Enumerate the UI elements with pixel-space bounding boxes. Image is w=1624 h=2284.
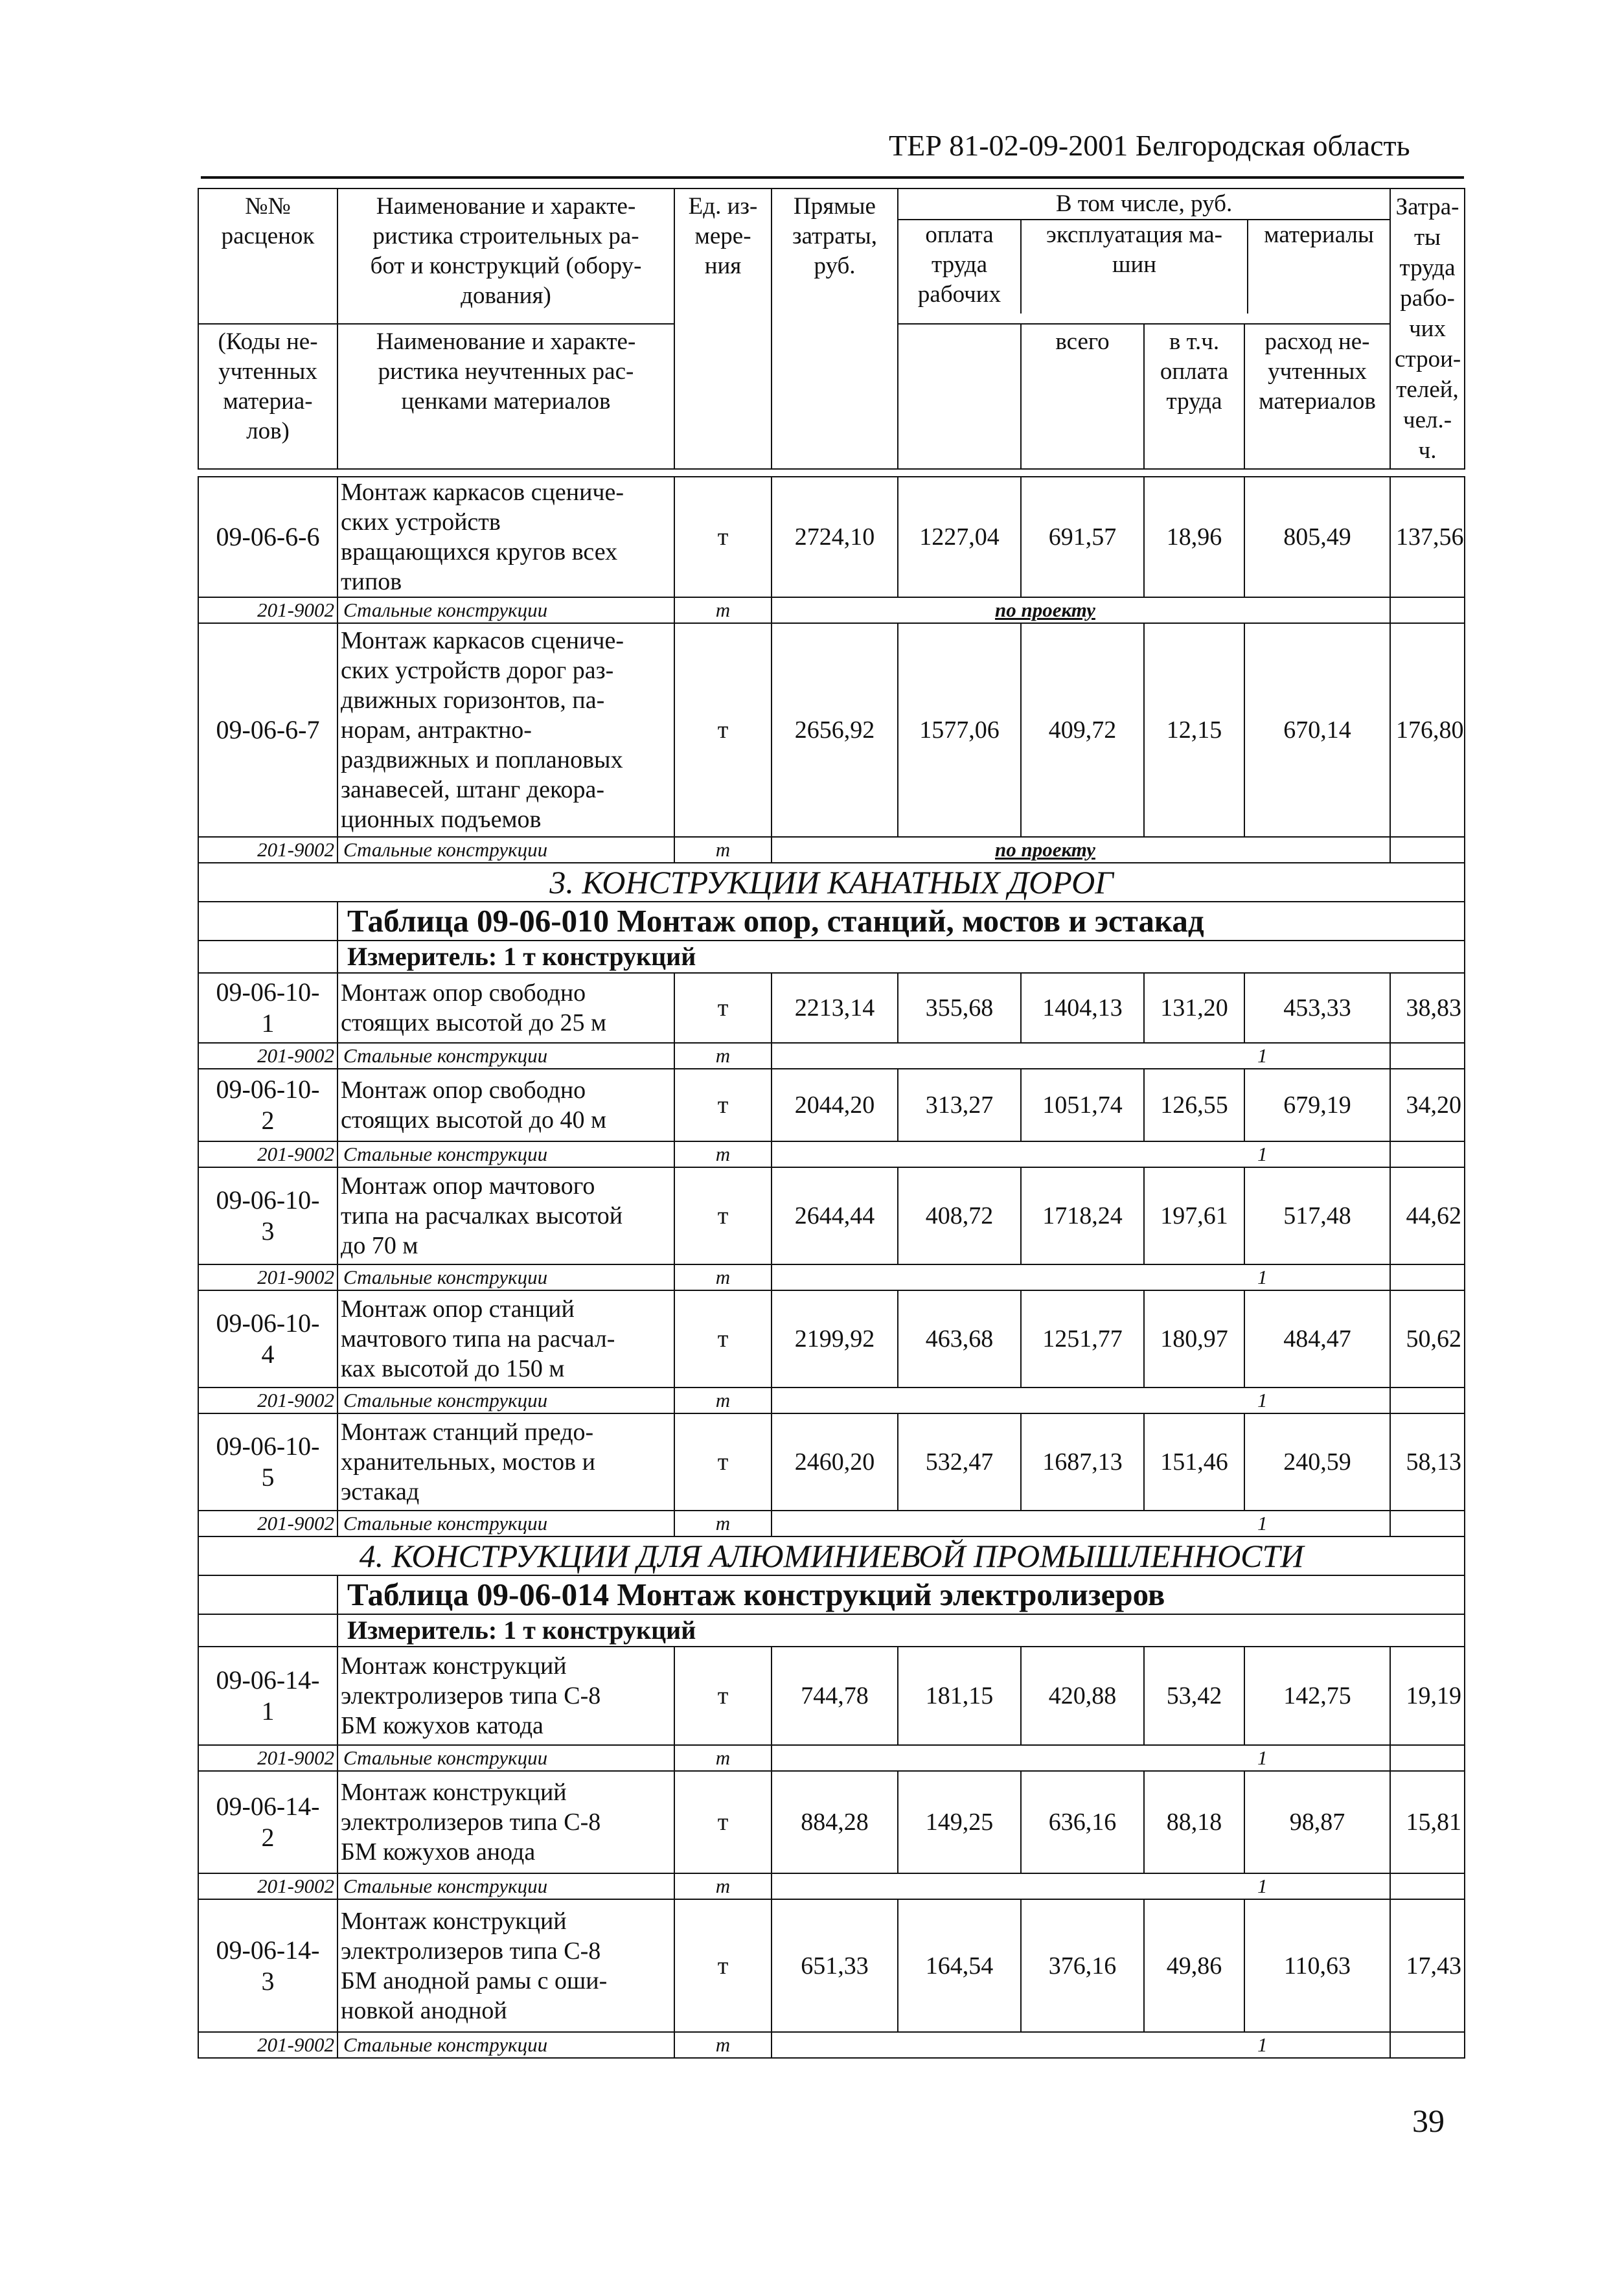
- rate-mach-labor: 151,46: [1144, 1413, 1244, 1511]
- hdr-code-bottom: (Коды не- учтенных материа- лов): [198, 324, 337, 469]
- material-unit: т: [674, 1745, 772, 1771]
- rate-name: Монтаж конструкций электролизеров типа С-8 БМ анодной рамы с оши- новкой анодной: [337, 1899, 674, 2032]
- measure-row: [198, 1614, 1465, 1647]
- material-hours-empty: [1390, 2032, 1465, 2058]
- page-header: ТЕР 81-02-09-2001 Белгородская область: [889, 129, 1410, 162]
- rate-row: [198, 477, 1465, 597]
- rate-mach: 409,72: [1021, 623, 1144, 837]
- material-qty-value: по проекту: [995, 599, 1095, 621]
- rate-hours: 50,62: [1390, 1290, 1465, 1388]
- material-name: Стальные конструкции: [337, 1511, 674, 1536]
- rate-code: 09-06-10- 2: [198, 1069, 337, 1141]
- material-code: 201-9002: [198, 1043, 337, 1069]
- hdr-labor-hours: Затра- ты труда рабо- чих строи- телей, чел.-ч.: [1390, 188, 1465, 469]
- hdr-mach-labor: в т.ч. оплата труда: [1144, 324, 1244, 469]
- rate-mach-labor: 88,18: [1144, 1771, 1244, 1873]
- material-gap: [772, 1264, 898, 1290]
- rate-materials: 679,19: [1244, 1069, 1390, 1141]
- material-hours-empty: [1390, 1264, 1465, 1290]
- rate-row: [198, 623, 1465, 837]
- material-name: Стальные конструкции: [337, 1388, 674, 1413]
- material-qty: [898, 597, 1390, 623]
- hdr-labor: оплата труда рабочих: [898, 220, 1022, 314]
- rate-materials: 670,14: [1244, 623, 1390, 837]
- table-title: Таблица 09-06-014 Монтаж конструкций электролизеров: [337, 1575, 1465, 1614]
- table-title-blank: [198, 1575, 337, 1614]
- material-row: [198, 1873, 1465, 1899]
- rate-unit: т: [674, 1899, 772, 2032]
- header-rule: [201, 176, 1464, 179]
- rate-mach: 1051,74: [1021, 1069, 1144, 1141]
- rate-hours: 137,56: [1390, 477, 1465, 597]
- rate-direct: 2044,20: [772, 1069, 898, 1141]
- rate-name: Монтаж станций предо- хранительных, мостов и эстакад: [337, 1413, 674, 1511]
- material-qty: [898, 1043, 1390, 1069]
- material-row: [198, 1745, 1465, 1771]
- rate-name: Монтаж опор мачтового типа на расчалках высотой до 70 м: [337, 1167, 674, 1264]
- material-code: 201-9002: [198, 1745, 337, 1771]
- material-code: 201-9002: [198, 837, 337, 863]
- section-title: 3. КОНСТРУКЦИИ КАНАТНЫХ ДОРОГ: [198, 863, 1465, 902]
- rate-code: 09-06-10- 1: [198, 973, 337, 1043]
- material-code: 201-9002: [198, 597, 337, 623]
- material-code: 201-9002: [198, 2032, 337, 2058]
- measure-label: Измеритель: 1 т конструкций: [337, 941, 1465, 973]
- material-gap: [772, 597, 898, 623]
- material-qty-value: 1: [1257, 1389, 1268, 1411]
- rate-mach-labor: 126,55: [1144, 1069, 1244, 1141]
- material-name: Стальные конструкции: [337, 837, 674, 863]
- hdr-materials: материалы: [1264, 222, 1374, 248]
- material-qty: [898, 1141, 1390, 1167]
- rate-row: [198, 1899, 1465, 2032]
- material-qty: [898, 2032, 1390, 2058]
- measure-blank: [198, 1614, 337, 1647]
- rate-mach-labor: 18,96: [1144, 477, 1244, 597]
- rate-direct: 2724,10: [772, 477, 898, 597]
- material-gap: [772, 1141, 898, 1167]
- material-qty-value: 1: [1257, 2033, 1268, 2056]
- rate-mach-labor: 131,20: [1144, 973, 1244, 1043]
- material-qty: [898, 1388, 1390, 1413]
- material-name: Стальные конструкции: [337, 1264, 674, 1290]
- material-row: [198, 1264, 1465, 1290]
- material-qty-value: 1: [1257, 1512, 1268, 1535]
- rate-labor: 1577,06: [898, 623, 1021, 837]
- rate-labor: 408,72: [898, 1167, 1021, 1264]
- rate-unit: т: [674, 1290, 772, 1388]
- material-row: [198, 1511, 1465, 1536]
- rate-labor: 313,27: [898, 1069, 1021, 1141]
- material-gap: [772, 1873, 898, 1899]
- material-code: 201-9002: [198, 1264, 337, 1290]
- hdr-code-top: №№ расценок: [198, 188, 337, 324]
- hdr-name-top: Наименование и характе- ристика строительных ра- бот и конструкций (обору- дования): [337, 188, 674, 324]
- hdr-labor-cont: [898, 324, 1021, 469]
- material-name: Стальные конструкции: [337, 1043, 674, 1069]
- rate-direct: 2656,92: [772, 623, 898, 837]
- material-hours-empty: [1390, 1043, 1465, 1069]
- material-gap: [772, 2032, 898, 2058]
- material-hours-empty: [1390, 837, 1465, 863]
- table-title-row: [198, 1575, 1465, 1614]
- rate-unit: т: [674, 973, 772, 1043]
- rate-direct: 884,28: [772, 1771, 898, 1873]
- hdr-mat-unacc: расход не- учтенных материалов: [1244, 324, 1390, 469]
- rate-mach-labor: 180,97: [1144, 1290, 1244, 1388]
- rate-direct: 2213,14: [772, 973, 898, 1043]
- rate-mach: 1251,77: [1021, 1290, 1144, 1388]
- measure-row: [198, 941, 1465, 973]
- rate-mach: 1687,13: [1021, 1413, 1144, 1511]
- rate-hours: 44,62: [1390, 1167, 1465, 1264]
- material-qty-value: 1: [1257, 1266, 1268, 1288]
- rate-row: [198, 1413, 1465, 1511]
- material-gap: [772, 1511, 898, 1536]
- material-qty-value: 1: [1257, 1044, 1268, 1067]
- rate-direct: 651,33: [772, 1899, 898, 2032]
- material-hours-empty: [1390, 1511, 1465, 1536]
- rate-name: Монтаж каркасов сцениче- ских устройств дорог раз- движных горизонтов, па- норам, антрактно- раздвижных и поплановых занавесей, штанг декора- ционных подъемов: [337, 623, 674, 837]
- rate-code: 09-06-6-7: [198, 623, 337, 837]
- material-unit: т: [674, 837, 772, 863]
- hdr-machines: эксплуатация ма- шин: [1022, 220, 1248, 314]
- rate-code: 09-06-14- 1: [198, 1647, 337, 1745]
- rate-hours: 38,83: [1390, 973, 1465, 1043]
- rate-mach: 1404,13: [1021, 973, 1144, 1043]
- rate-unit: т: [674, 1771, 772, 1873]
- rate-code: 09-06-6-6: [198, 477, 337, 597]
- rate-code: 09-06-10- 5: [198, 1413, 337, 1511]
- rate-code: 09-06-14- 2: [198, 1771, 337, 1873]
- material-hours-empty: [1390, 1388, 1465, 1413]
- material-qty-value: 1: [1257, 1143, 1268, 1165]
- rate-mach-labor: 12,15: [1144, 623, 1244, 837]
- rate-labor: 355,68: [898, 973, 1021, 1043]
- rate-materials: 98,87: [1244, 1771, 1390, 1873]
- material-gap: [772, 1043, 898, 1069]
- hdr-name-bottom: Наименование и характе- ристика неучтенных рас- ценками материалов: [337, 324, 674, 469]
- rate-row: [198, 1290, 1465, 1388]
- material-unit: т: [674, 2032, 772, 2058]
- rate-labor: 181,15: [898, 1647, 1021, 1745]
- rate-labor: 149,25: [898, 1771, 1021, 1873]
- material-hours-empty: [1390, 1745, 1465, 1771]
- material-row: [198, 1043, 1465, 1069]
- rate-direct: 744,78: [772, 1647, 898, 1745]
- rate-direct: 2644,44: [772, 1167, 898, 1264]
- rate-name: Монтаж опор станций мачтового типа на расчал- ках высотой до 150 м: [337, 1290, 674, 1388]
- material-qty: [898, 1511, 1390, 1536]
- table-title: Таблица 09-06-010 Монтаж опор, станций, мостов и эстакад: [337, 902, 1465, 941]
- rate-unit: т: [674, 623, 772, 837]
- rate-hours: 15,81: [1390, 1771, 1465, 1873]
- rate-hours: 176,80: [1390, 623, 1465, 837]
- material-code: 201-9002: [198, 1388, 337, 1413]
- rate-row: [198, 1771, 1465, 1873]
- rate-hours: 19,19: [1390, 1647, 1465, 1745]
- material-unit: т: [674, 1873, 772, 1899]
- material-hours-empty: [1390, 1141, 1465, 1167]
- material-row: [198, 1388, 1465, 1413]
- material-unit: т: [674, 1141, 772, 1167]
- hdr-mach-total: всего: [1021, 324, 1144, 469]
- rate-hours: 34,20: [1390, 1069, 1465, 1141]
- material-qty: [898, 1745, 1390, 1771]
- material-name: Стальные конструкции: [337, 1873, 674, 1899]
- material-unit: т: [674, 1388, 772, 1413]
- rate-mach-labor: 197,61: [1144, 1167, 1244, 1264]
- section-row: [198, 1536, 1465, 1575]
- rate-unit: т: [674, 1167, 772, 1264]
- section-title: 4. КОНСТРУКЦИИ ДЛЯ АЛЮМИНИЕВОЙ ПРОМЫШЛЕННОСТИ: [198, 1536, 1465, 1575]
- material-qty-value: 1: [1257, 1875, 1268, 1897]
- material-name: Стальные конструкции: [337, 2032, 674, 2058]
- material-name: Стальные конструкции: [337, 1141, 674, 1167]
- rate-direct: 2199,92: [772, 1290, 898, 1388]
- rate-materials: 517,48: [1244, 1167, 1390, 1264]
- rate-labor: 164,54: [898, 1899, 1021, 2032]
- rates-table: [198, 188, 1465, 2059]
- rate-unit: т: [674, 1647, 772, 1745]
- hdr-direct: Прямые затраты, руб.: [772, 188, 898, 469]
- material-row: [198, 1141, 1465, 1167]
- hdr-incl-block: [898, 188, 1390, 324]
- material-code: 201-9002: [198, 1511, 337, 1536]
- measure-blank: [198, 941, 337, 973]
- rate-mach: 691,57: [1021, 477, 1144, 597]
- material-hours-empty: [1390, 1873, 1465, 1899]
- material-gap: [772, 1388, 898, 1413]
- rate-unit: т: [674, 477, 772, 597]
- rate-unit: т: [674, 1413, 772, 1511]
- rate-code: 09-06-10- 4: [198, 1290, 337, 1388]
- material-qty: [898, 837, 1390, 863]
- material-name: Стальные конструкции: [337, 1745, 674, 1771]
- rate-name: Монтаж опор свободно стоящих высотой до 40 м: [337, 1069, 674, 1141]
- rate-materials: 805,49: [1244, 477, 1390, 597]
- table-title-blank: [198, 902, 337, 941]
- material-gap: [772, 837, 898, 863]
- hdr-incl: В том числе, руб.: [898, 189, 1390, 220]
- rate-name: Монтаж опор свободно стоящих высотой до 25 м: [337, 973, 674, 1043]
- material-hours-empty: [1390, 597, 1465, 623]
- rate-name: Монтаж конструкций электролизеров типа С-8 БМ кожухов катода: [337, 1647, 674, 1745]
- material-unit: т: [674, 597, 772, 623]
- page-number: 39: [1412, 2103, 1445, 2139]
- material-qty: [898, 1873, 1390, 1899]
- material-unit: т: [674, 1264, 772, 1290]
- material-row: [198, 837, 1465, 863]
- rate-mach: 1718,24: [1021, 1167, 1144, 1264]
- rate-materials: 142,75: [1244, 1647, 1390, 1745]
- rate-mach: 420,88: [1021, 1647, 1144, 1745]
- material-name: Стальные конструкции: [337, 597, 674, 623]
- material-unit: т: [674, 1511, 772, 1536]
- rate-materials: 240,59: [1244, 1413, 1390, 1511]
- rate-labor: 1227,04: [898, 477, 1021, 597]
- rate-row: [198, 1069, 1465, 1141]
- material-code: 201-9002: [198, 1873, 337, 1899]
- rate-labor: 532,47: [898, 1413, 1021, 1511]
- hdr-unit: Ед. из- мере- ния: [674, 188, 772, 469]
- rate-mach: 376,16: [1021, 1899, 1144, 2032]
- rate-row: [198, 1647, 1465, 1745]
- material-qty: [898, 1264, 1390, 1290]
- rate-name: Монтаж конструкций электролизеров типа С-8 БМ кожухов анода: [337, 1771, 674, 1873]
- rate-labor: 463,68: [898, 1290, 1021, 1388]
- rate-mach-labor: 53,42: [1144, 1647, 1244, 1745]
- rate-materials: 110,63: [1244, 1899, 1390, 2032]
- section-row: [198, 863, 1465, 902]
- material-qty-value: по проекту: [995, 838, 1095, 861]
- material-qty-value: 1: [1257, 1746, 1268, 1769]
- measure-label: Измеритель: 1 т конструкций: [337, 1614, 1465, 1647]
- rate-name: Монтаж каркасов сцениче- ских устройств вращающихся кругов всех типов: [337, 477, 674, 597]
- rate-materials: 484,47: [1244, 1290, 1390, 1388]
- rate-mach: 636,16: [1021, 1771, 1144, 1873]
- rate-hours: 17,43: [1390, 1899, 1465, 2032]
- rate-unit: т: [674, 1069, 772, 1141]
- rate-code: 09-06-10- 3: [198, 1167, 337, 1264]
- material-code: 201-9002: [198, 1141, 337, 1167]
- material-row: [198, 597, 1465, 623]
- rate-hours: 58,13: [1390, 1413, 1465, 1511]
- rate-mach-labor: 49,86: [1144, 1899, 1244, 2032]
- header-separator: [198, 469, 1465, 477]
- rate-row: [198, 973, 1465, 1043]
- rate-code: 09-06-14- 3: [198, 1899, 337, 2032]
- rate-materials: 453,33: [1244, 973, 1390, 1043]
- rate-direct: 2460,20: [772, 1413, 898, 1511]
- table-title-row: [198, 902, 1465, 941]
- material-unit: т: [674, 1043, 772, 1069]
- material-gap: [772, 1745, 898, 1771]
- material-row: [198, 2032, 1465, 2058]
- rate-row: [198, 1167, 1465, 1264]
